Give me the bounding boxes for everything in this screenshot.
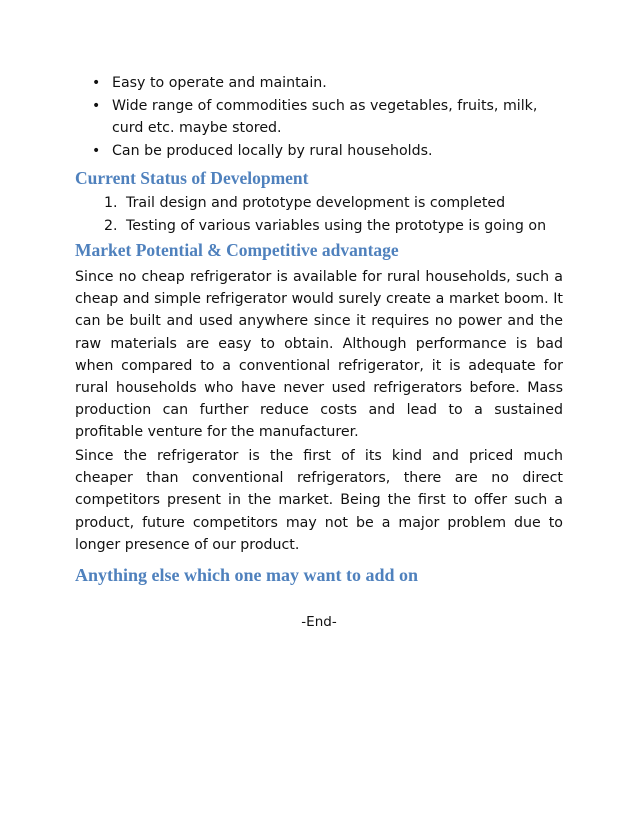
bullet-item xyxy=(92,72,562,95)
market-heading: Market Potential & Competitive advantage xyxy=(75,240,399,260)
item-text: Testing of various variables using the prototype is going on xyxy=(126,218,547,234)
item-text: Trail design and prototype development is completed xyxy=(126,195,506,211)
competition-paragraph: Since the refrigerator is the first of its kind and priced much cheaper than conventional refrigerators, there are no direct competitors present in the market. Being the first to offer such a product, future competitors may not be a major problem due to longer presence of our product. xyxy=(75,448,563,553)
numbered-item xyxy=(104,192,574,215)
bullet-item-text: Easy to operate and maintain. xyxy=(112,75,327,91)
status-heading: Current Status of Development xyxy=(75,168,309,188)
feature-bullet-list xyxy=(92,72,562,162)
status-numbered-list xyxy=(104,192,574,238)
bullet-item xyxy=(92,140,562,163)
bullet-item-text: Wide range of commodities such as vegetables, fruits, milk, curd etc. maybe stored. xyxy=(112,97,538,136)
bullet-item-text: Can be produced locally by rural households. xyxy=(112,142,433,159)
additional-heading: Anything else which one may want to add on xyxy=(75,565,419,585)
market-paragraph: Since no cheap refrigerator is available for rural households, such a cheap and simple refrigerator would surely create a market boom. It can be built and used anywhere since it requires no power and the raw materials are easy to obtain. Although performance is bad when compared to a conventional refrigerator, it is adequate for rural households who have never used refrigerators before. Mass production can further reduce costs and lead to a sustained profitable venture for the manufacturer. xyxy=(75,269,563,441)
numbered-item xyxy=(104,215,574,238)
item-number: 2. xyxy=(104,218,118,234)
item-number: 1. xyxy=(104,195,118,211)
end-marker: -End- xyxy=(301,614,337,630)
bullet-item xyxy=(92,95,562,140)
